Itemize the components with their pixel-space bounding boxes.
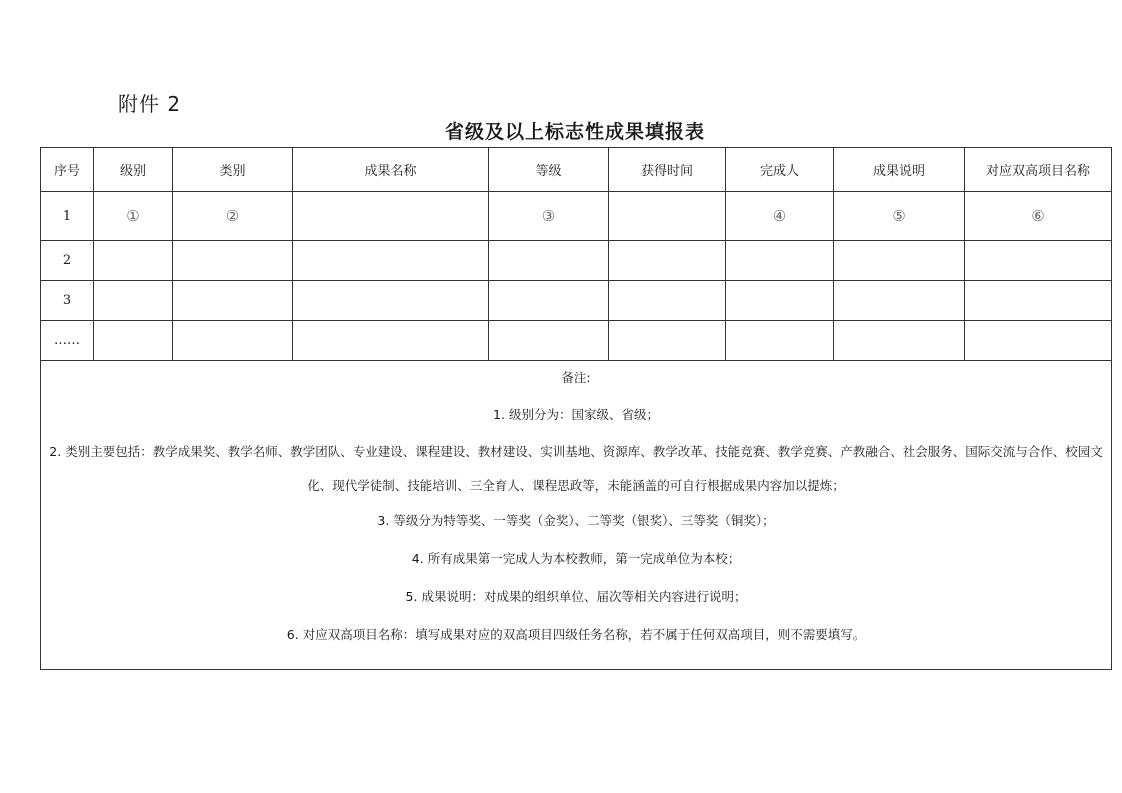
cell-person[interactable] bbox=[726, 241, 834, 281]
notes-heading: 备注: bbox=[561, 369, 591, 385]
cell-name[interactable] bbox=[293, 192, 489, 241]
note-item: 5. 成果说明：对成果的组织单位、届次等相关内容进行说明； bbox=[405, 588, 747, 604]
cell-seq: 3 bbox=[41, 281, 94, 321]
cell-person[interactable]: ④ bbox=[726, 192, 834, 241]
col-header-project: 对应双高项目名称 bbox=[965, 148, 1112, 192]
cell-seq: 1 bbox=[41, 192, 94, 241]
col-header-seq: 序号 bbox=[41, 148, 94, 192]
cell-desc[interactable] bbox=[834, 321, 965, 361]
cell-level[interactable] bbox=[94, 241, 173, 281]
col-header-grade: 等级 bbox=[489, 148, 609, 192]
cell-desc[interactable] bbox=[834, 281, 965, 321]
cell-seq: 2 bbox=[41, 241, 94, 281]
cell-category[interactable] bbox=[173, 241, 293, 281]
cell-desc[interactable] bbox=[834, 241, 965, 281]
col-header-level: 级别 bbox=[94, 148, 173, 192]
cell-level[interactable]: ① bbox=[94, 192, 173, 241]
cell-category[interactable] bbox=[173, 321, 293, 361]
table-row bbox=[41, 281, 1112, 321]
cell-project[interactable]: ⑥ bbox=[965, 192, 1112, 241]
cell-project[interactable] bbox=[965, 281, 1112, 321]
cell-person[interactable] bbox=[726, 281, 834, 321]
cell-level[interactable] bbox=[94, 321, 173, 361]
cell-level[interactable] bbox=[94, 281, 173, 321]
cell-name[interactable] bbox=[293, 281, 489, 321]
notes-row bbox=[41, 361, 1112, 670]
header-row bbox=[41, 148, 1112, 192]
cell-seq: …… bbox=[41, 321, 94, 361]
table-row bbox=[41, 192, 1112, 241]
table-row bbox=[41, 241, 1112, 281]
note-item: 6. 对应双高项目名称：填写成果对应的双高项目四级任务名称，若不属于任何双高项目，则不需要填写。 bbox=[286, 626, 866, 642]
col-header-desc: 成果说明 bbox=[834, 148, 965, 192]
cell-name[interactable] bbox=[293, 241, 489, 281]
form-title: 省级及以上标志性成果填报表 bbox=[444, 121, 705, 143]
achievement-form-table bbox=[40, 147, 1112, 670]
cell-person[interactable] bbox=[726, 321, 834, 361]
cell-grade[interactable]: ③ bbox=[489, 192, 609, 241]
col-header-name: 成果名称 bbox=[293, 148, 489, 192]
cell-time[interactable] bbox=[609, 192, 726, 241]
cell-category[interactable] bbox=[173, 281, 293, 321]
cell-desc[interactable]: ⑤ bbox=[834, 192, 965, 241]
cell-category[interactable]: ② bbox=[173, 192, 293, 241]
note-item: 4. 所有成果第一完成人为本校教师，第一完成单位为本校； bbox=[411, 550, 741, 566]
notes-cell bbox=[41, 361, 1112, 670]
table-row bbox=[41, 321, 1112, 361]
col-header-category: 类别 bbox=[173, 148, 293, 192]
attachment-label: 附件 2 bbox=[118, 92, 182, 116]
cell-project[interactable] bbox=[965, 241, 1112, 281]
note-item: 3. 等级分为特等奖、一等奖（金奖）、二等奖（银奖）、三等奖（铜奖）； bbox=[377, 512, 775, 528]
note-item: 1. 级别分为：国家级、省级； bbox=[493, 406, 659, 422]
cell-project[interactable] bbox=[965, 321, 1112, 361]
cell-time[interactable] bbox=[609, 281, 726, 321]
col-header-person: 完成人 bbox=[726, 148, 834, 192]
note-item: 2. 类别主要包括：教学成果奖、教学名师、教学团队、专业建设、课程建设、教材建设、实训基地、资源库、教学改革、技能竞赛、教学竞赛、产教融合、社会服务、国际交流与合作、校园文化、现代学徒制、技能培训、三全育人、课程思政等，未能涵盖的可自行根据成果内容加以提炼； bbox=[49, 443, 1103, 493]
cell-grade[interactable] bbox=[489, 241, 609, 281]
col-header-time: 获得时间 bbox=[609, 148, 726, 192]
cell-grade[interactable] bbox=[489, 321, 609, 361]
cell-name[interactable] bbox=[293, 321, 489, 361]
cell-time[interactable] bbox=[609, 321, 726, 361]
cell-time[interactable] bbox=[609, 241, 726, 281]
cell-grade[interactable] bbox=[489, 281, 609, 321]
